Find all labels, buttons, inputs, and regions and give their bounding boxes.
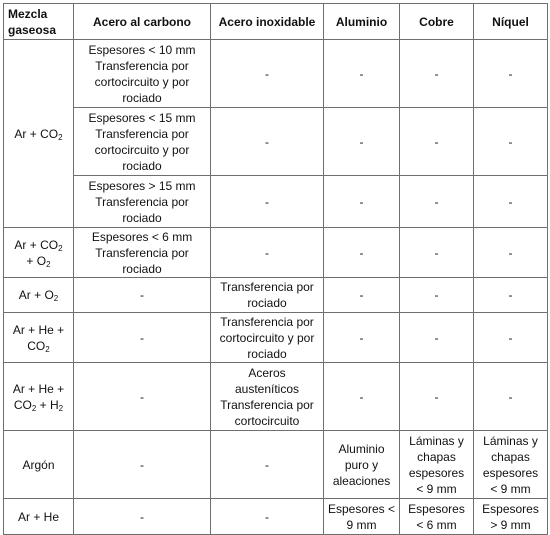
table-row: [4, 499, 548, 535]
gas-cell-ar-he-co2: $Ar + He + CO_2$: [4, 313, 74, 363]
gas-cell-ar-o2: $Ar + O_2$: [4, 278, 74, 313]
gas-cell-ar-he-co2-h2: $Ar + He + CO_2 + H_2$: [4, 363, 74, 431]
header-aluminum: Aluminio: [324, 4, 400, 40]
cell-dash: -: [324, 363, 400, 431]
cell-ar-co2-carbon-3: Espesores > 15 mm Transferencia por rociado: [74, 176, 211, 228]
cell-ar-he-co2-stainless: Transferencia por cortocircuito y por rociado: [211, 313, 324, 363]
cell-dash: -: [474, 278, 548, 313]
cell-dash: -: [474, 228, 548, 278]
cell-dash: -: [324, 278, 400, 313]
cell-dash: -: [211, 40, 324, 108]
header-copper: Cobre: [400, 4, 474, 40]
cell-dash: -: [474, 40, 548, 108]
cell-ar-co2-o2-carbon: Espesores < 6 mm Transferencia por rociado: [74, 228, 211, 278]
cell-dash: -: [74, 363, 211, 431]
gas-cell-ar-he: Ar + He: [4, 499, 74, 535]
cell-ar-o2-stainless: Transferencia por rociado: [211, 278, 324, 313]
cell-dash: -: [324, 176, 400, 228]
cell-dash: -: [324, 40, 400, 108]
cell-dash: -: [400, 313, 474, 363]
cell-argon-nickel: Láminas y chapas espesores < 9 mm: [474, 431, 548, 499]
cell-dash: -: [74, 278, 211, 313]
cell-ar-he-co2-h2-stainless: Aceros austeníticos Transferencia por cortocircuito: [211, 363, 324, 431]
table-row: [4, 108, 548, 176]
cell-ar-he-nickel: Espesores > 9 mm: [474, 499, 548, 535]
cell-dash: -: [74, 431, 211, 499]
cell-dash: -: [324, 228, 400, 278]
table-row: [4, 176, 548, 228]
header-nickel: Níquel: [474, 4, 548, 40]
cell-dash: -: [400, 176, 474, 228]
cell-dash: -: [324, 108, 400, 176]
cell-dash: -: [74, 313, 211, 363]
cell-ar-he-copper: Espesores < 6 mm: [400, 499, 474, 535]
gas-cell-argon: Argón: [4, 431, 74, 499]
table-row: [4, 40, 548, 108]
cell-dash: -: [74, 499, 211, 535]
cell-ar-co2-carbon-1: Espesores < 10 mm Transferencia por cortocircuito y por rociado: [74, 40, 211, 108]
cell-dash: -: [324, 313, 400, 363]
cell-dash: -: [474, 176, 548, 228]
gas-cell-ar-co2-o2: $Ar + CO_2$ + $O_2$: [4, 228, 74, 278]
header-stainless-steel: Acero inoxidable: [211, 4, 324, 40]
cell-ar-co2-carbon-2: Espesores < 15 mm Transferencia por cortocircuito y por rociado: [74, 108, 211, 176]
table-row: [4, 431, 548, 499]
cell-dash: -: [211, 108, 324, 176]
cell-ar-he-aluminum: Espesores < 9 mm: [324, 499, 400, 535]
cell-dash: -: [400, 108, 474, 176]
header-row: [4, 4, 548, 40]
cell-dash: -: [211, 499, 324, 535]
table-row: [4, 363, 548, 431]
gas-cell-ar-co2: $Ar + CO_2$: [4, 40, 74, 228]
cell-dash: -: [211, 431, 324, 499]
header-carbon-steel: Acero al carbono: [74, 4, 211, 40]
cell-dash: -: [474, 108, 548, 176]
cell-dash: -: [400, 363, 474, 431]
table-row: [4, 278, 548, 313]
cell-dash: -: [400, 228, 474, 278]
cell-dash: -: [211, 176, 324, 228]
cell-dash: -: [474, 313, 548, 363]
header-gas-mixture: Mezcla gaseosa: [4, 4, 74, 40]
table-row: [4, 313, 548, 363]
table-row: [4, 228, 548, 278]
cell-dash: -: [211, 228, 324, 278]
cell-dash: -: [400, 40, 474, 108]
cell-argon-copper: Láminas y chapas espesores < 9 mm: [400, 431, 474, 499]
cell-argon-aluminum: Aluminio puro y aleaciones: [324, 431, 400, 499]
gas-mixtures-table: [3, 3, 548, 535]
cell-dash: -: [474, 363, 548, 431]
cell-dash: -: [400, 278, 474, 313]
